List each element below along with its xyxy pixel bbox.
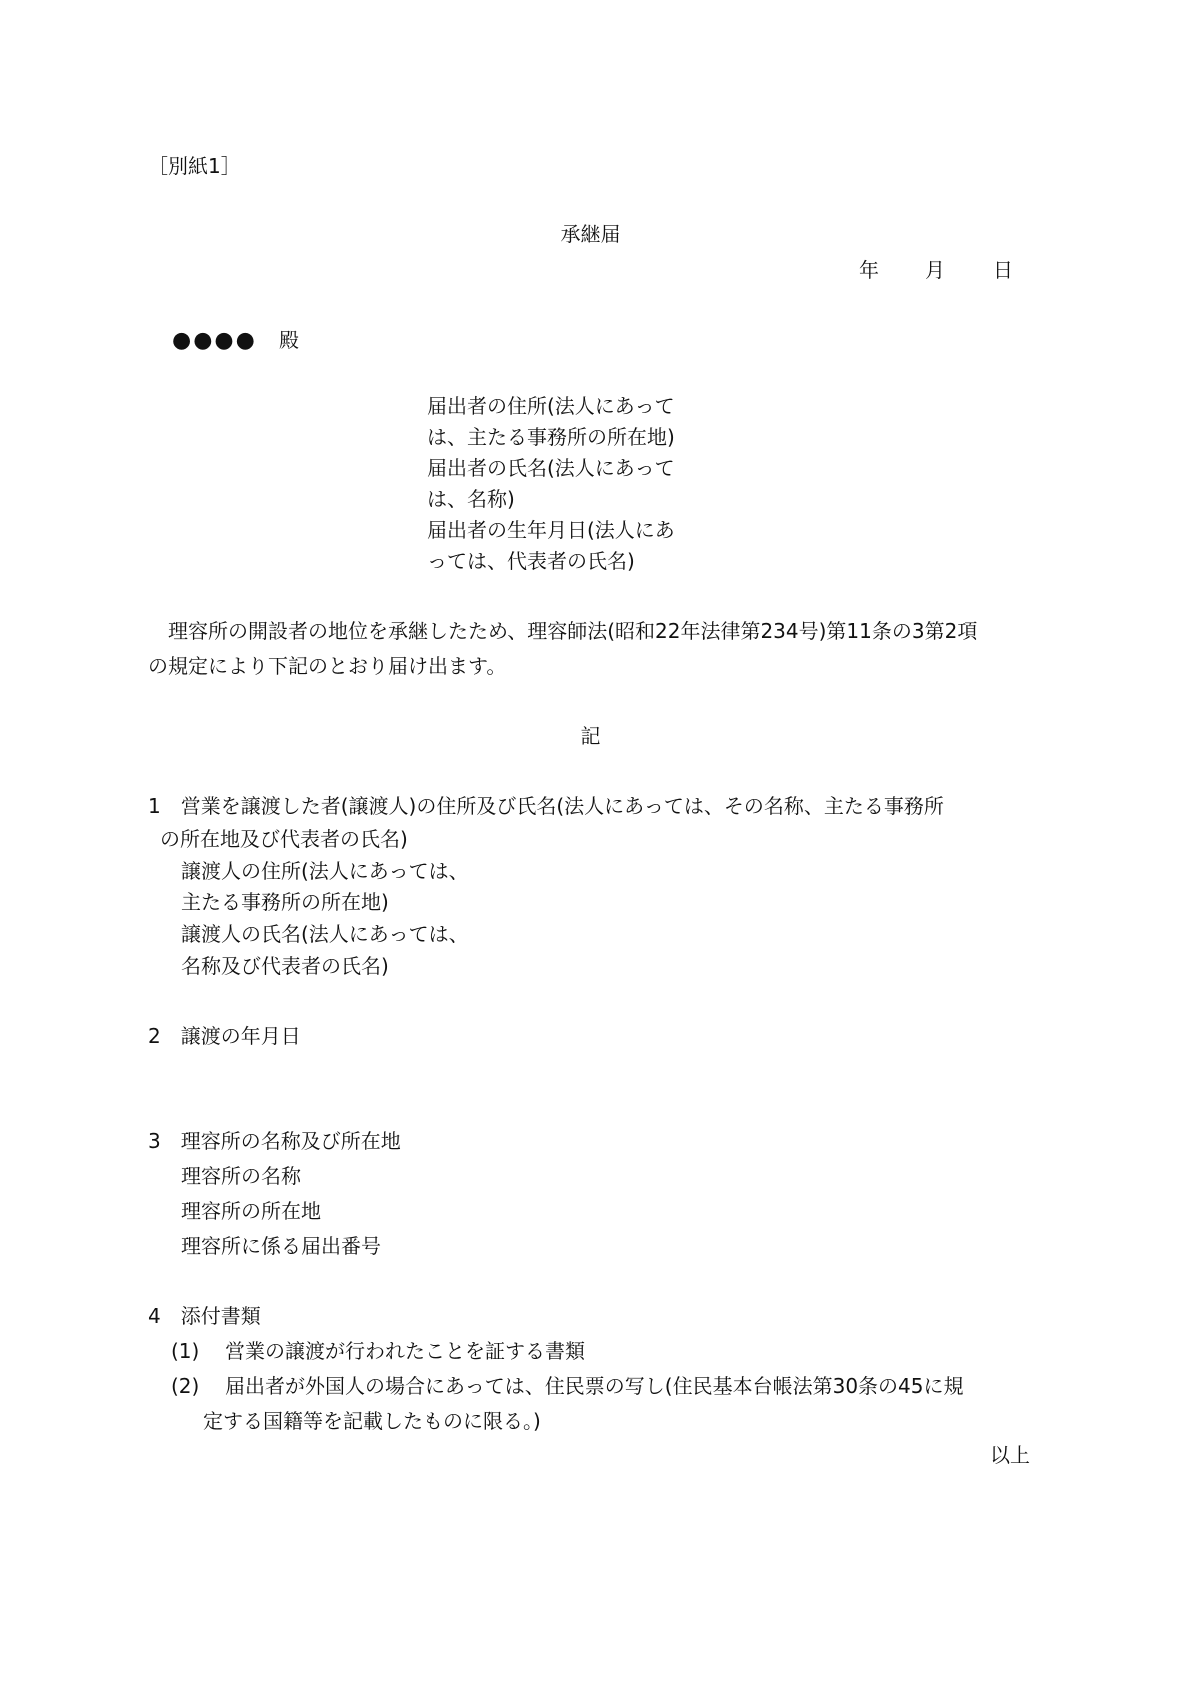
sub-item-text: 届出者が外国人の場合にあっては、住民票の写し(住民基本台帳法第30条の45に規 xyxy=(225,1374,964,1398)
item-line: 譲渡人の住所(法人にあっては、 xyxy=(181,859,469,883)
item-line: 理容所の所在地 xyxy=(181,1199,321,1223)
date-month-label: 月 xyxy=(925,258,945,282)
document-title: 承継届 xyxy=(560,222,621,246)
item-line: 譲渡人の氏名(法人にあっては、 xyxy=(181,922,469,946)
closing-mark: 以上 xyxy=(990,1443,1030,1467)
sub-item-number: (2) xyxy=(171,1374,200,1398)
body-line: の規定により下記のとおり届け出ます。 xyxy=(148,654,507,678)
notifier-line: は、名称) xyxy=(427,487,515,511)
item-heading: 3 理容所の名称及び所在地 xyxy=(148,1129,401,1153)
notifier-line: っては、代表者の氏名) xyxy=(427,549,635,573)
notifier-line: 届出者の生年月日(法人にあ xyxy=(427,518,675,542)
item-line: 主たる事務所の所在地) xyxy=(181,890,389,914)
notifier-line: 届出者の氏名(法人にあって xyxy=(427,456,675,480)
attachment-label: ［別紙1］ xyxy=(148,154,241,178)
date-day-label: 日 xyxy=(993,258,1013,282)
recipient-name-placeholder: ●●●● xyxy=(172,328,257,353)
item-line: 名称及び代表者の氏名) xyxy=(181,954,389,978)
notifier-line: 届出者の住所(法人にあって xyxy=(427,394,675,418)
item-line: 理容所に係る届出番号 xyxy=(181,1234,381,1258)
item-line: 理容所の名称 xyxy=(181,1164,301,1188)
item-heading: 1 営業を譲渡した者(譲渡人)の住所及び氏名(法人にあっては、その名称、主たる事務所 xyxy=(148,794,944,818)
date-year-label: 年 xyxy=(859,258,879,282)
item-heading-continuation: の所在地及び代表者の氏名) xyxy=(160,827,408,851)
recipient-honorific: 殿 xyxy=(279,328,299,352)
sub-item-text: 営業の譲渡が行われたことを証する書類 xyxy=(225,1339,585,1363)
notifier-line: は、主たる事務所の所在地) xyxy=(427,425,675,449)
item-heading: 2 譲渡の年月日 xyxy=(148,1024,301,1048)
sub-item-number: (1) xyxy=(171,1339,200,1363)
body-line: 理容所の開設者の地位を承継したため、理容師法(昭和22年法律第234号)第11条の3第2項 xyxy=(148,619,978,643)
item-heading: 4 添付書類 xyxy=(148,1304,261,1328)
sub-item-continuation: 定する国籍等を記載したものに限る。) xyxy=(203,1409,541,1433)
ki-heading: 記 xyxy=(580,724,601,748)
